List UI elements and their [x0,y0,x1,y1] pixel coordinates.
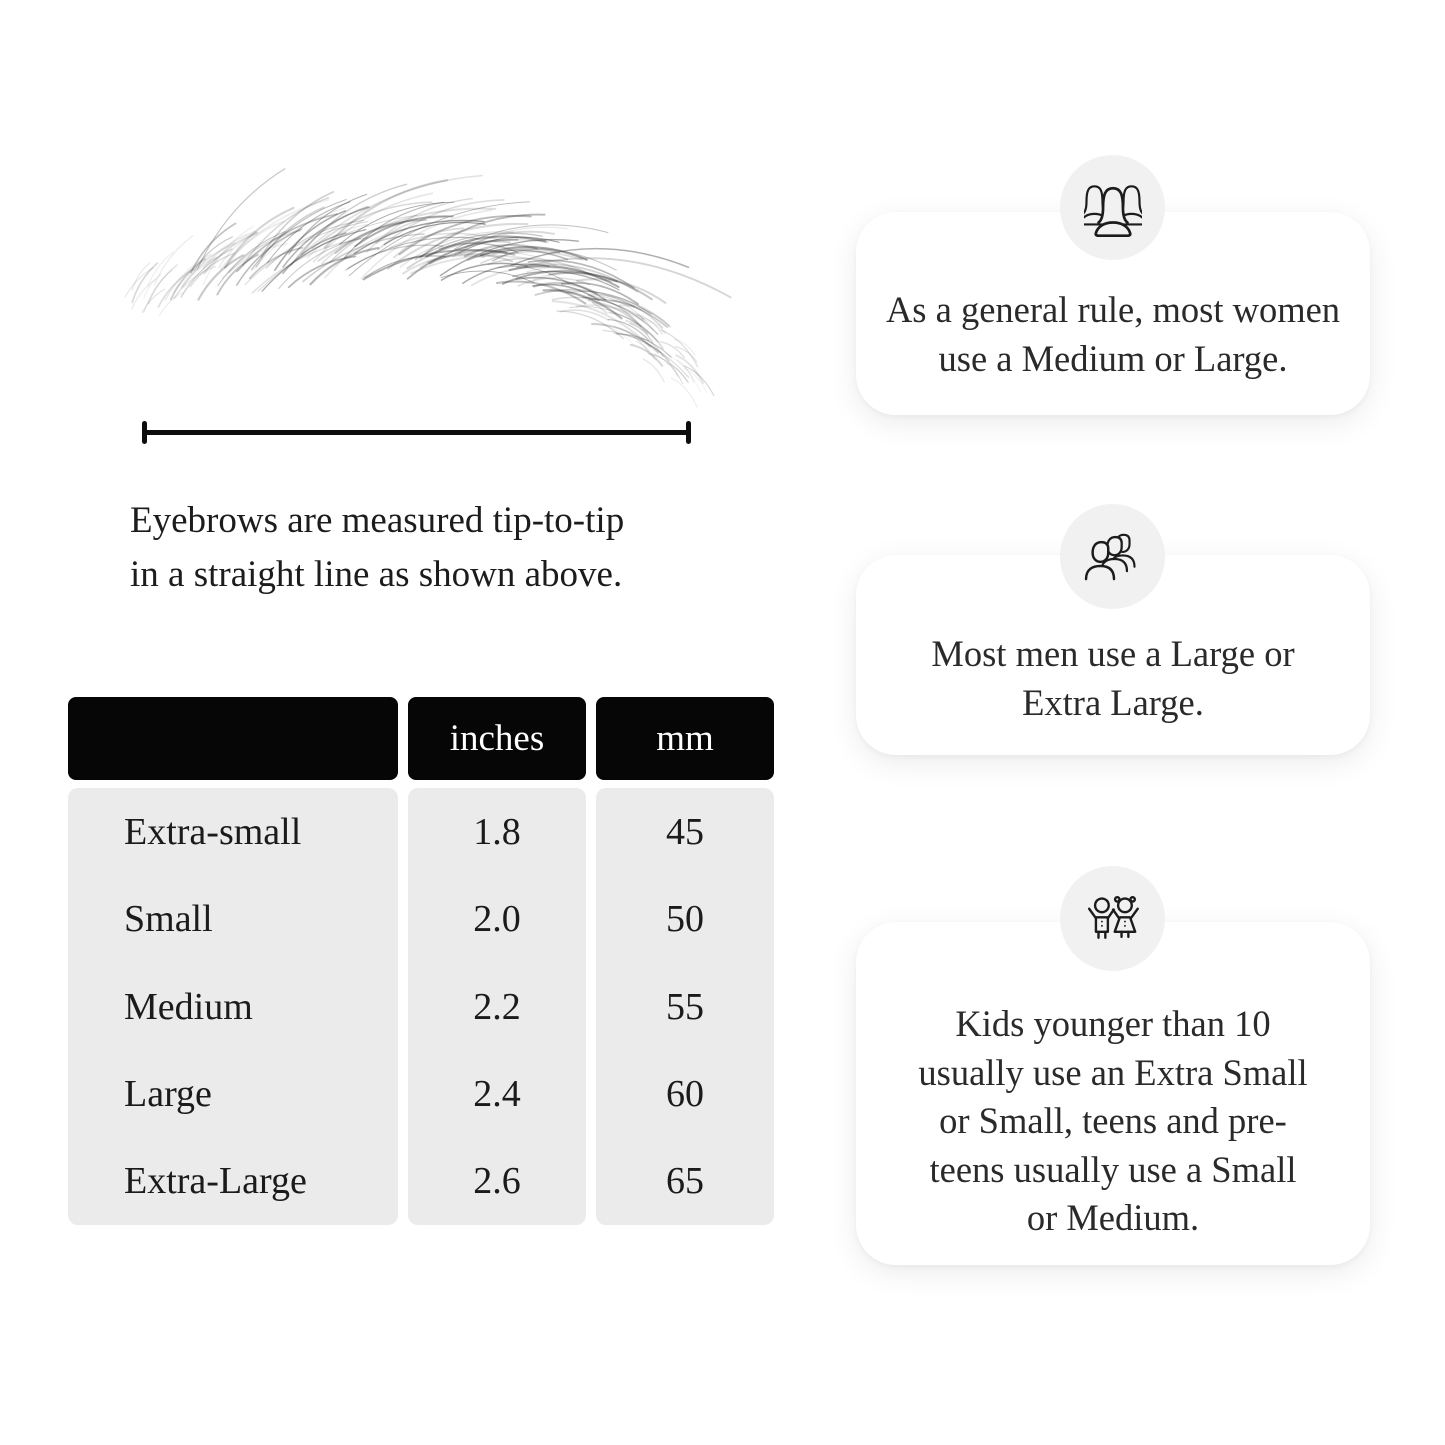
inches-value: 1.8 [473,810,521,853]
women-group-icon [1084,179,1142,237]
men-group-icon [1060,504,1165,609]
size-label: Small [124,898,213,941]
women-group-icon [1060,155,1165,260]
caption-line-1: Eyebrows are measured tip-to-tip [130,500,625,541]
size-label-column [68,788,398,1225]
men-group-icon [1084,528,1142,586]
card-text: Most men use a Large or Extra Large. [931,633,1295,723]
measurement-line [143,430,690,435]
size-table [68,697,774,1225]
card-text: As a general rule, most women use a Medium or Large. [885,288,1341,379]
kids-icon [1060,866,1165,971]
size-table-header [68,697,774,780]
inches-value: 2.0 [473,898,521,941]
size-label: Large [124,1072,212,1115]
size-table-body [68,788,774,1225]
measurement-caption [130,494,790,601]
kids-icon [1084,890,1142,948]
header-cell-size [68,697,398,780]
inches-value: 2.4 [473,1072,521,1115]
mm-value: 55 [666,985,704,1028]
header-cell-inches: inches [408,697,586,780]
eyebrow-illustration [118,240,696,392]
mm-value: 45 [666,810,704,853]
mm-column [596,788,774,1225]
inches-value: 2.2 [473,985,521,1028]
info-card-kids [856,922,1370,1265]
caption-line-2: in a straight line as shown above. [130,553,623,595]
mm-value: 60 [666,1072,704,1115]
card-text: Kids younger than 10 usually use an Extra Small or Small, teens and pre-teens usually use a Small or Medium. [918,1003,1308,1239]
size-label: Medium [124,985,253,1028]
size-label: Extra-Large [124,1160,307,1203]
inches-column [408,788,586,1225]
mm-value: 65 [666,1160,704,1203]
mm-value: 50 [666,898,704,941]
header-cell-mm: mm [596,697,774,780]
inches-value: 2.6 [473,1160,521,1203]
size-label: Extra-small [124,810,302,853]
